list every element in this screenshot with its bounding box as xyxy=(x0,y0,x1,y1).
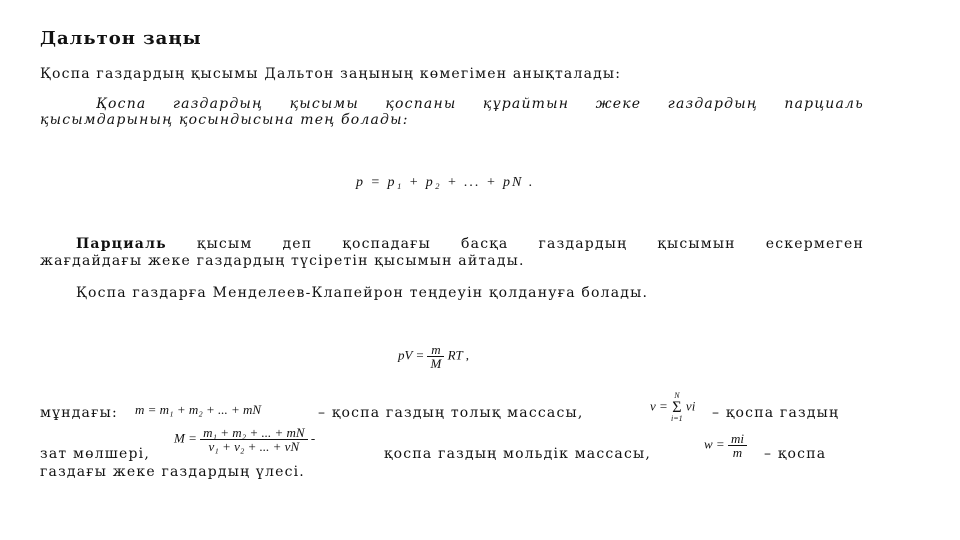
partial-term: Парциаль xyxy=(76,236,167,252)
dalton-formula: p = p₁ + p₂ + ... + pN . xyxy=(356,175,535,190)
intro-text: Қоспа газдардың қысымы Дальтон заңының көмегімен анықталады: xyxy=(40,66,622,82)
mendeleev-text: Қоспа газдарға Менделеев-Клапейрон теңдеуін қолдануға болады. xyxy=(76,285,649,301)
molar-mass-denominator: ν₁ + ν₂ + ... + νN xyxy=(208,439,300,454)
molar-mass-dash: - xyxy=(310,430,316,446)
partial-line-1-text: қысым деп қоспадағы басқа газдардың қысымын ескермеген xyxy=(196,236,864,252)
mass-sum-formula: m = m₁ + m₂ + ... + mN xyxy=(135,402,262,417)
partial-line-2: жағдайдағы жеке газдардың түсіретін қысымын айтады. xyxy=(40,253,525,269)
mendeleev-formula xyxy=(398,343,469,370)
pv-lhs: pV = xyxy=(398,347,425,363)
law-line-2: қысымдарының қосындысына тең болады: xyxy=(40,112,409,128)
page-title: Дальтон заңы xyxy=(40,28,202,49)
m-over-M-fraction xyxy=(427,343,444,370)
sum-upper-limit: N xyxy=(674,391,680,400)
sum-lower-limit: i=1 xyxy=(671,414,683,423)
molar-mass-fraction xyxy=(200,426,307,453)
molar-mass-numerator: m₁ + m₂ + ... + mN xyxy=(200,426,307,440)
molar-mass-formula xyxy=(174,426,315,453)
pv-denominator: M xyxy=(430,356,442,371)
w-fraction xyxy=(728,432,747,459)
nu-term: νi xyxy=(685,398,696,414)
amount-text: зат мөлшері, xyxy=(40,446,150,462)
sum-icon: N Σ i=1 xyxy=(671,391,683,423)
molar-mass-description: қоспа газдың мольдік массасы, xyxy=(384,446,652,462)
fraction-w-formula xyxy=(704,432,747,459)
w-numerator: mi xyxy=(728,432,747,446)
definitions-prefix: мұндағы: xyxy=(40,405,118,421)
mass-description: – қоспа газдың толық массасы, xyxy=(318,405,584,421)
nu-description: – қоспа газдың xyxy=(712,405,840,421)
partial-line-1 xyxy=(76,236,864,252)
pv-numerator: m xyxy=(427,343,444,357)
w-denominator: m xyxy=(732,445,743,460)
fraction-text: газдағы жеке газдардың үлесі. xyxy=(40,464,305,480)
w-description: – қоспа xyxy=(764,446,827,462)
nu-lhs: ν = xyxy=(650,398,668,414)
w-lhs: w = xyxy=(704,436,725,452)
law-line-1: Қоспа газдардың қысымы қоспаны құрайтын жеке газдардың парциаль xyxy=(96,96,864,112)
M-lhs: M = xyxy=(174,430,197,446)
nu-sum-formula xyxy=(650,392,695,423)
pv-rhs: RT , xyxy=(447,347,470,363)
